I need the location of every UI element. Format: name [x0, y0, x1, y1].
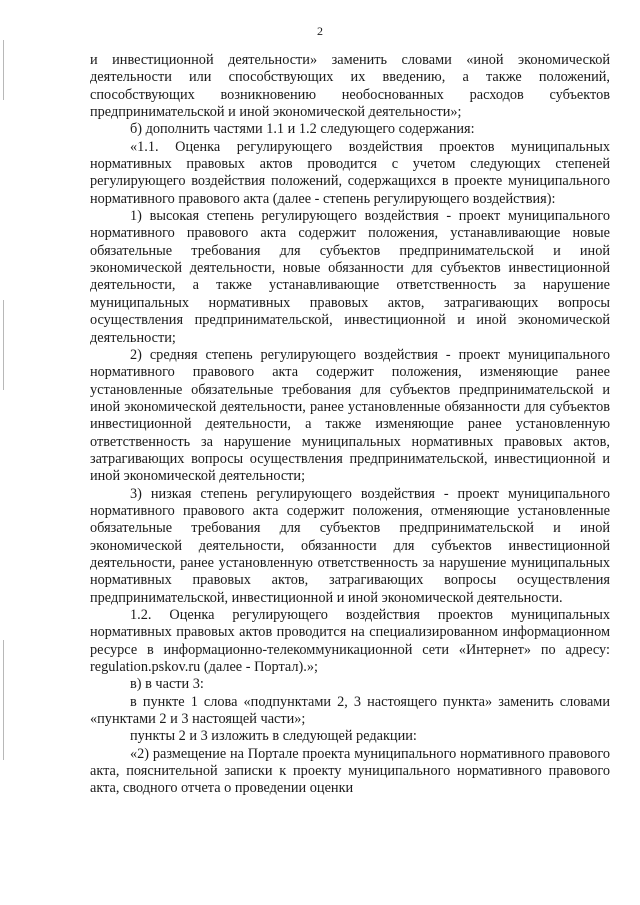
paragraph-part-1-2: 1.2. Оценка регулирующего воздействия проектов муниципальных нормативных правовых актов проводится на специализированном информационном ресурсе в информационно-телекоммуникационной сети «Интернет» по адресу: regulation.pskov.ru (далее - Портал).»;: [90, 607, 610, 676]
page-number: 2: [317, 24, 323, 38]
paragraph-continuation: и инвестиционной деятельности» заменить словами «иной экономической деятельности или способствующих их введению, а также положений, способствующих возникновению необоснованных расходов субъектов предпринимательской и иной экономической деятельности»;: [90, 52, 610, 121]
paragraph-medium-degree: 2) средняя степень регулирующего воздействия - проект муниципального нормативного правового акта содержит положения, изменяющие ранее установленные обязательные требования для субъектов предпринимательской и иной экономической деятельности, ранее установленные обязанности для субъектов инвестиционной деятельности, а также изменяющие ранее установленную ответственность за нарушение муниципальных нормативных правовых актов, затрагивающих вопросы осуществления предпринимательской, инвестиционной и иной экономической деятельности;: [90, 346, 610, 485]
document-body: [90, 52, 610, 798]
paragraph-point-1-change: в пункте 1 слова «подпунктами 2, 3 настоящего пункта» заменить словами «пунктами 2 и 3 настоящей части»;: [90, 693, 610, 728]
paragraph-point-2-text: «2) размещение на Портале проекта муниципального нормативного правового акта, пояснительной записки к проекту муниципального нормативного правового акта, сводного отчета о проведении оценки: [90, 745, 610, 797]
paragraph-high-degree: 1) высокая степень регулирующего воздействия - проект муниципального нормативного правового акта содержит положения, устанавливающие новые обязательные требования для субъектов предпринимательской и иной экономической деятельности, новые обязанности для субъектов инвестиционной деятельности, а также устанавливающие ответственность за нарушение муниципальных нормативных правовых актов, затрагивающих вопросы осуществления предпринимательской, инвестиционной и иной экономической деятельности;: [90, 208, 610, 346]
paragraph-item-b: б) дополнить частями 1.1 и 1.2 следующего содержания:: [130, 121, 475, 138]
paragraph-low-degree: 3) низкая степень регулирующего воздействия - проект муниципального нормативного правового акта содержит положения, отменяющие установленные обязательные требования для субъектов предпринимательской и иной экономической деятельности, обязанности для субъектов инвестиционной деятельности, ранее установленную ответственность за нарушение муниципальных нормативных правовых актов, затрагивающих вопросы осуществления предпринимательской, инвестиционной и иной экономической деятельности.: [90, 485, 610, 606]
scan-edge-mark: [3, 640, 4, 760]
paragraph-item-v: в) в части 3:: [130, 676, 204, 693]
paragraph-part-1-1: «1.1. Оценка регулирующего воздействия проектов муниципальных нормативных правовых актов проводится с учетом следующих степеней регулирующего воздействия положений, содержащихся в проекте муниципального нормативного правового акта (далее - степень регулирующего воздействия):: [90, 138, 610, 207]
paragraph-points-2-3: пункты 2 и 3 изложить в следующей редакции:: [130, 728, 417, 745]
scan-edge-mark: [3, 300, 4, 390]
scan-edge-mark: [3, 40, 4, 100]
